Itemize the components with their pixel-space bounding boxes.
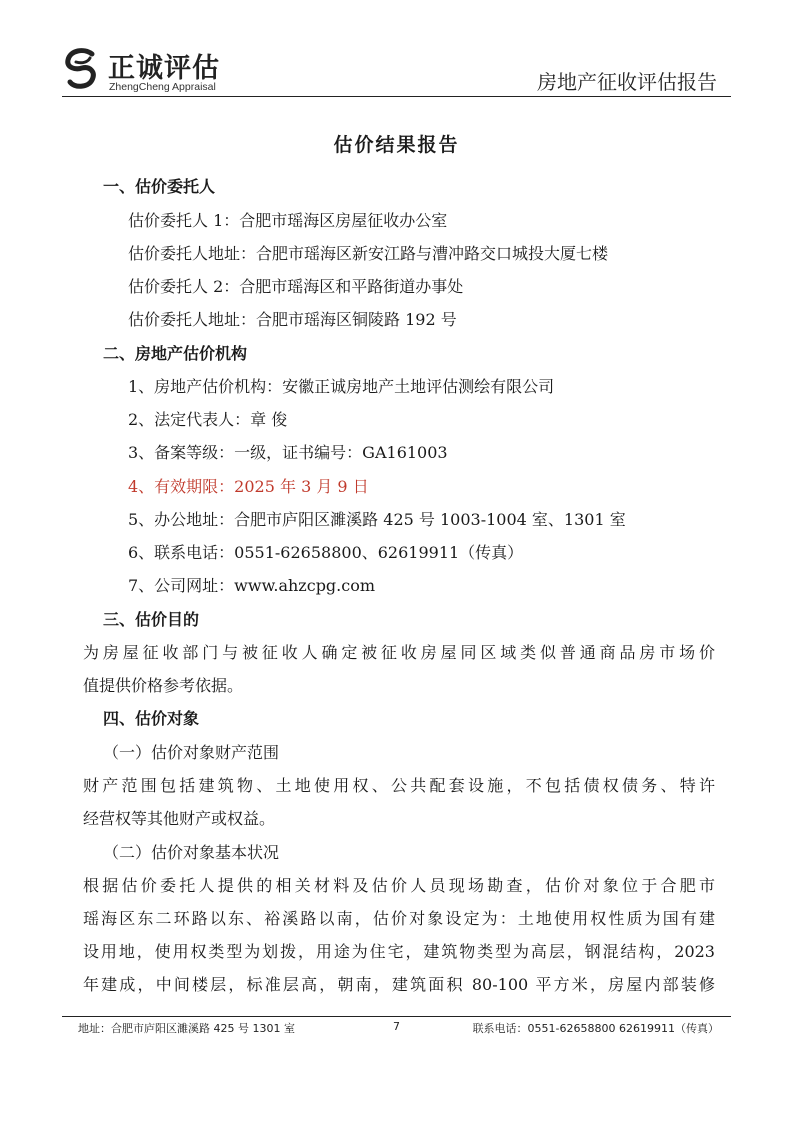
purpose-paragraph-line: 值提供价格参考依据。 (83, 676, 244, 695)
registration-level-line: 3、备案等级：一级，证书编号：GA161003 (128, 443, 448, 462)
header-divider (62, 96, 731, 97)
logo-text-cn: 正诚评估 (108, 53, 220, 84)
page-title: 估价结果报告 (333, 134, 460, 156)
logo-icon (62, 46, 102, 90)
section-heading-agency: 二、房地产估价机构 (103, 344, 248, 363)
scope-paragraph-line: 经营权等其他财产或权益。 (83, 809, 276, 828)
scope-paragraph-line: 财产范围包括建筑物、土地使用权、公共配套设施，不包括债权债务、特许 (83, 776, 715, 795)
client-1-line: 估价委托人 1：合肥市瑶海区房屋征收办公室 (128, 211, 448, 230)
agency-name-line: 1、房地产估价机构：安徽正诚房地产土地评估测绘有限公司 (128, 377, 555, 396)
section-heading-object: 四、估价对象 (103, 709, 200, 728)
client-1-address-line: 估价委托人地址：合肥市瑶海区新安江路与漕冲路交口城投大厦七楼 (128, 244, 609, 263)
legal-representative-line: 2、法定代表人：章 俊 (128, 410, 288, 429)
section-heading-client: 一、估价委托人 (103, 177, 216, 196)
company-logo (62, 38, 262, 98)
footer-address: 地址：合肥市庐阳区濉溪路 425 号 1301 室 (78, 1022, 295, 1035)
status-paragraph-line: 瑶海区东二环路以东、裕溪路以南，估价对象设定为：土地使用权性质为国有建 (83, 909, 715, 928)
footer-divider (62, 1016, 731, 1017)
report-type-title: 房地产征收评估报告 (537, 70, 717, 94)
section-heading-purpose: 三、估价目的 (103, 610, 200, 629)
footer-phone: 联系电话：0551-62658800 62619911（传真） (472, 1022, 719, 1035)
client-2-line: 估价委托人 2：合肥市瑶海区和平路街道办事处 (128, 277, 464, 296)
client-2-address-line: 估价委托人地址：合肥市瑶海区铜陵路 192 号 (128, 310, 457, 329)
subheading-property-scope: （一）估价对象财产范围 (103, 743, 280, 762)
contact-phone-line: 6、联系电话：0551-62658800、62619911（传真） (128, 543, 524, 562)
page-number: 7 (393, 1020, 400, 1033)
subheading-basic-status: （二）估价对象基本状况 (103, 843, 280, 862)
status-paragraph-line: 年建成，中间楼层，标准层高，朝南，建筑面积 80-100 平方米，房屋内部装修 (83, 975, 715, 994)
office-address-line: 5、办公地址：合肥市庐阳区濉溪路 425 号 1003-1004 室、1301 室 (128, 510, 626, 529)
status-paragraph-line: 根据估价委托人提供的相关材料及估价人员现场勘查，估价对象位于合肥市 (83, 876, 715, 895)
status-paragraph-line: 设用地，使用权类型为划拨，用途为住宅，建筑物类型为高层，钢混结构，2023 (83, 942, 715, 961)
purpose-paragraph-line: 为房屋征收部门与被征收人确定被征收房屋同区域类似普通商品房市场价 (83, 643, 715, 662)
validity-period-line: 4、有效期限：2025 年 3 月 9 日 (128, 477, 369, 496)
logo-text-en: ZhengCheng Appraisal (109, 81, 216, 93)
company-website-line: 7、公司网址：www.ahzcpg.com (128, 576, 376, 595)
